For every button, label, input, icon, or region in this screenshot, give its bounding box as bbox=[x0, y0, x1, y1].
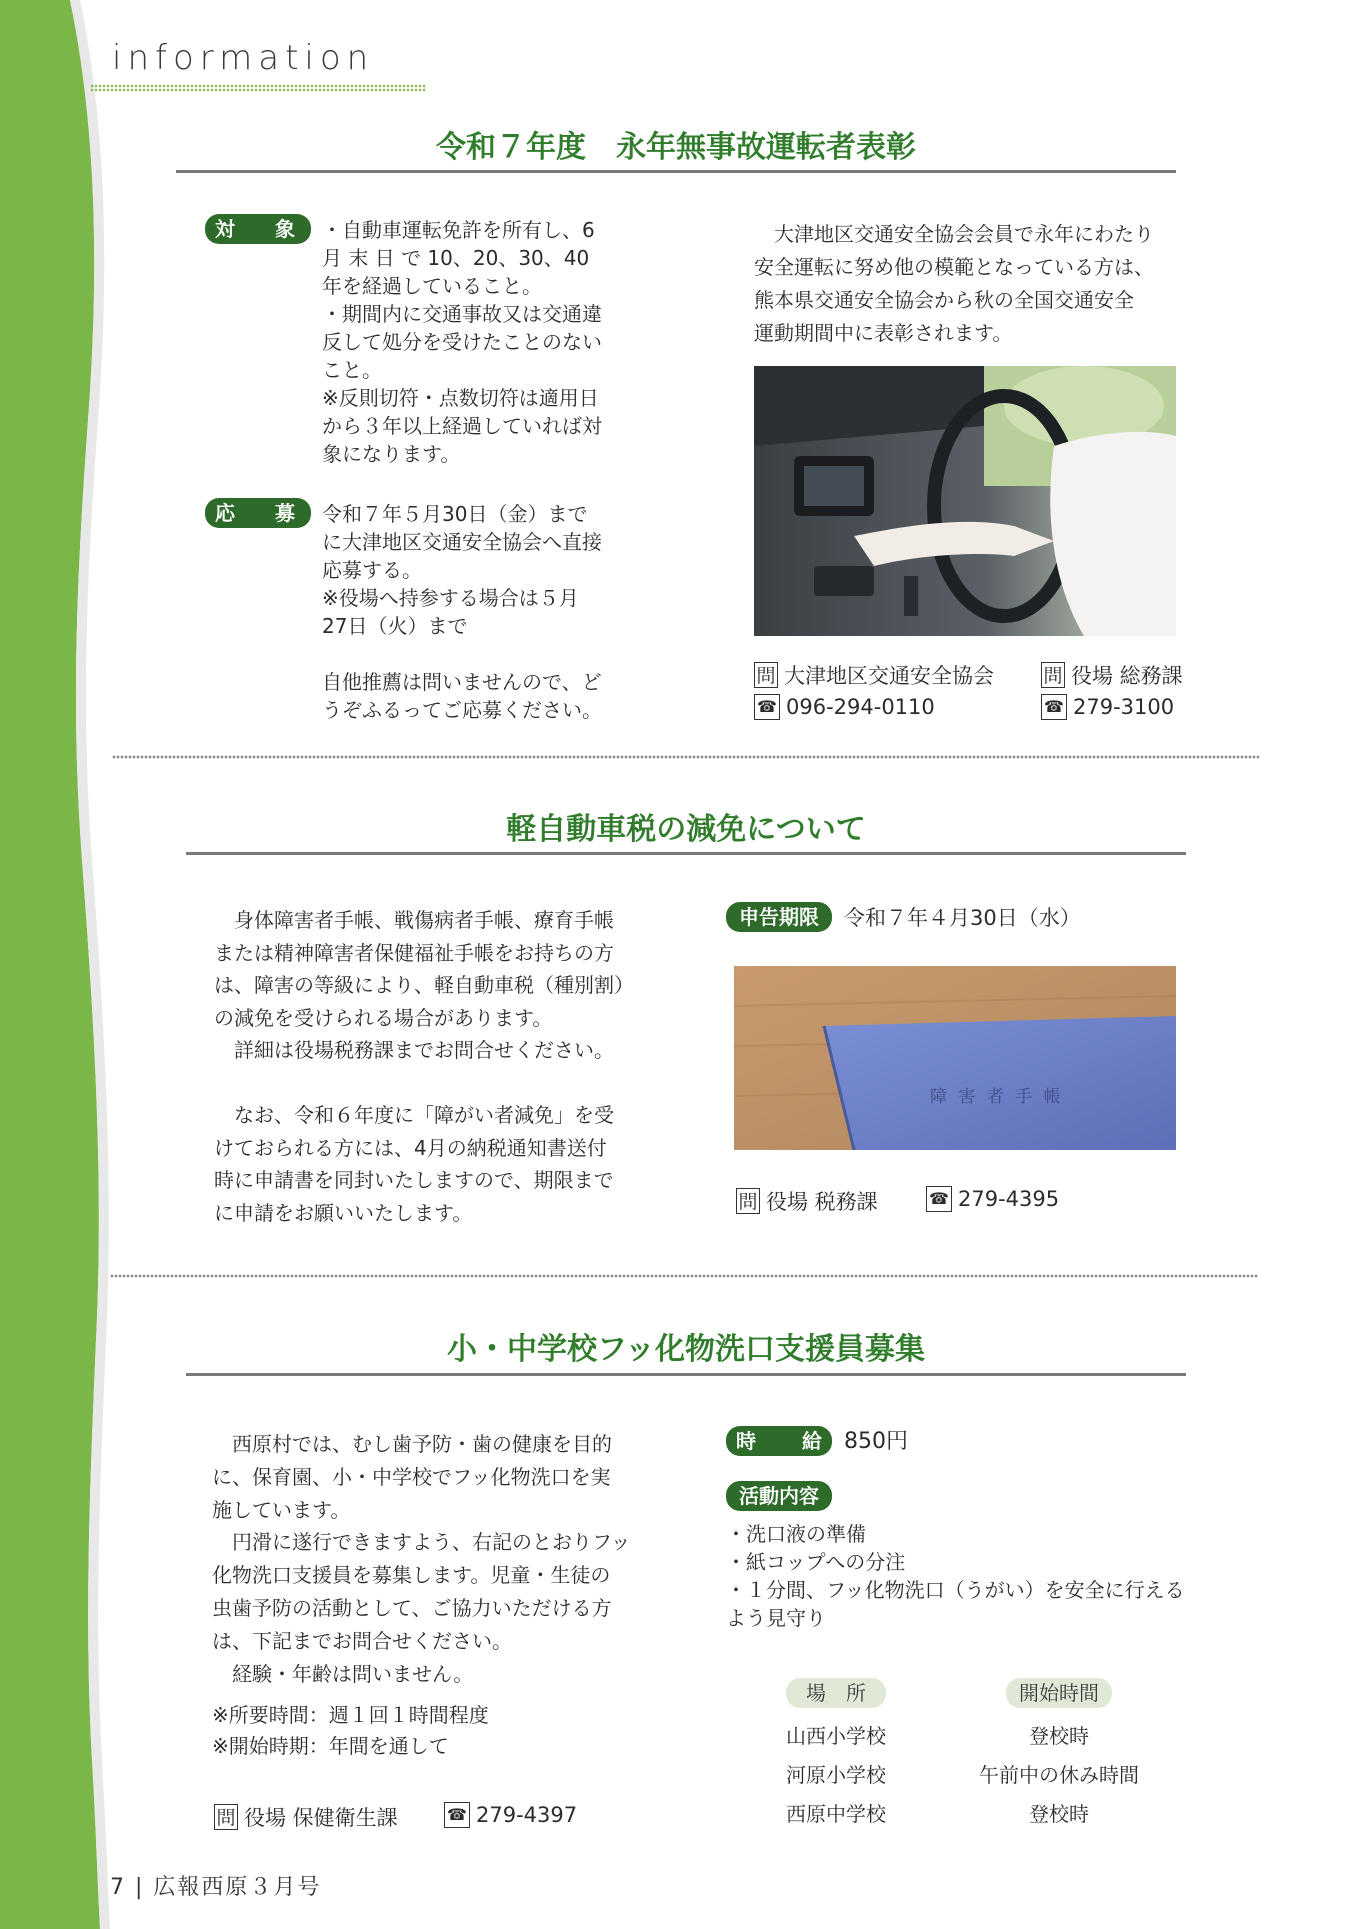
target-tag bbox=[205, 214, 311, 244]
activity-item: ・洗口液の準備 bbox=[726, 1522, 866, 1546]
inquiry-icon: 問 bbox=[1041, 662, 1065, 688]
section-divider bbox=[110, 1274, 1258, 1278]
text-line: 27日（火）まで bbox=[322, 614, 468, 638]
text-line: ※役場へ持参する場合は５月 bbox=[322, 586, 579, 610]
table-head-place: 場 所 bbox=[786, 1678, 886, 1708]
section2-title: 軽自動車税の減免について bbox=[506, 812, 866, 847]
phone-icon: ☎ bbox=[926, 1186, 952, 1212]
header-dotted-rule bbox=[90, 84, 426, 92]
section3-body bbox=[212, 1428, 652, 1690]
table-cell-time: 登校時 bbox=[1029, 1724, 1089, 1748]
phone-icon: ☎ bbox=[444, 1802, 470, 1828]
section1-tel-2 bbox=[1041, 694, 1174, 720]
activity-item: ・１分間、フッ化物洗口（うがい）を安全に行える bbox=[726, 1578, 1185, 1602]
text-line: 運動期間中に表彰されます。 bbox=[754, 321, 1013, 345]
text-line: 月 末 日 で 10、20、30、40 bbox=[322, 246, 590, 270]
text-line: 西原村では、むし歯予防・歯の健康を目的 bbox=[212, 1432, 612, 1456]
section3-contact bbox=[214, 1802, 398, 1832]
section3-notes bbox=[212, 1700, 652, 1762]
target-text bbox=[322, 216, 622, 468]
section1-intro bbox=[754, 218, 1194, 350]
text-line: 年を経過していること。 bbox=[322, 274, 542, 298]
wage-tag-label-a: 時 bbox=[736, 1429, 756, 1453]
deadline-value: 令和７年４月30日（水） bbox=[844, 906, 1081, 930]
section1-tel-1 bbox=[754, 694, 935, 720]
text-line: の減免を受けられる場合があります。 bbox=[214, 1005, 553, 1030]
wage-value: 850円 bbox=[844, 1429, 908, 1454]
activity-tag bbox=[726, 1481, 832, 1511]
text-line: または精神障害者保健福祉手帳をお持ちの方 bbox=[214, 940, 614, 965]
table-cell-time: 登校時 bbox=[1029, 1802, 1089, 1826]
phone-number: 279-3100 bbox=[1073, 695, 1175, 719]
text-line: 身体障害者手帳、戦傷病者手帳、療育手帳 bbox=[214, 908, 614, 932]
deadline-tag bbox=[726, 902, 832, 932]
page-footer: 7 | 広報西原３月号 bbox=[110, 1875, 322, 1900]
text-line: 虫歯予防の活動として、ご協力いただける方 bbox=[212, 1595, 612, 1620]
inquiry-icon: 問 bbox=[736, 1188, 760, 1214]
section-header-word: information bbox=[112, 38, 375, 78]
text-line: 象になります。 bbox=[322, 442, 461, 466]
text-line: 自他推薦は問いませんので、ど bbox=[322, 670, 602, 694]
section1-contact-2 bbox=[1041, 660, 1183, 690]
phone-number: 096-294-0110 bbox=[786, 695, 935, 719]
section-divider bbox=[112, 755, 1260, 759]
wage-tag bbox=[726, 1426, 832, 1456]
section3-title-rule bbox=[186, 1373, 1186, 1376]
text-line: に、保育園、小・中学校でフッ化物洗口を実 bbox=[212, 1464, 611, 1489]
text-line: ・自動車運転免許を所有し、6 bbox=[322, 218, 595, 242]
text-line: 反して処分を受けたことのない bbox=[322, 330, 602, 354]
section2-body bbox=[214, 904, 654, 1229]
text-line bbox=[322, 640, 632, 668]
section3-tel bbox=[444, 1802, 577, 1828]
phone-icon: ☎ bbox=[754, 694, 780, 720]
inquiry-icon: 問 bbox=[214, 1804, 238, 1830]
text-line: 安全運転に努め他の模範となっている方は、 bbox=[754, 255, 1154, 279]
section1-contact-1 bbox=[754, 660, 994, 690]
activity-tag-label: 活動内容 bbox=[739, 1484, 819, 1508]
text-line: 化物洗口支援員を募集します。児童・生徒の bbox=[212, 1563, 611, 1588]
table-cell-place: 山西小学校 bbox=[786, 1724, 886, 1748]
deadline-tag-label: 申告期限 bbox=[739, 905, 819, 929]
phone-number: 279-4397 bbox=[476, 1803, 578, 1827]
table-cell-time: 午前中の休み時間 bbox=[979, 1763, 1139, 1787]
section3-title: 小・中学校フッ化物洗口支援員募集 bbox=[447, 1332, 925, 1367]
text-line: 時に申請書を同封いたしますので、期限まで bbox=[214, 1168, 614, 1192]
section1-title: 令和７年度 永年無事故運転者表彰 bbox=[436, 130, 916, 165]
text-line: 施しています。 bbox=[212, 1497, 351, 1522]
text-line: こと。 bbox=[322, 358, 382, 382]
apply-tag-label: 応 募 bbox=[215, 501, 295, 525]
text-line: なお、令和６年度に「障がい者減免」を受 bbox=[214, 1103, 614, 1127]
section2-title-rule bbox=[186, 852, 1186, 855]
apply-tag bbox=[205, 498, 311, 528]
table-cell-place: 河原小学校 bbox=[786, 1763, 886, 1787]
note-line: ※開始時期：年間を通して bbox=[212, 1734, 449, 1758]
text-line: うぞふるってご応募ください。 bbox=[322, 698, 602, 722]
table-cell-place: 西原中学校 bbox=[786, 1802, 886, 1826]
text-line: けておられる方には、4月の納税通知書送付 bbox=[214, 1135, 607, 1160]
text-line: は、障害の等級により、軽自動車税（種別割） bbox=[214, 973, 634, 997]
text-line: ・期間内に交通事故又は交通違 bbox=[322, 302, 602, 326]
text-line bbox=[214, 1067, 654, 1100]
text-line: 円滑に遂行できますよう、右記のとおりフッ bbox=[212, 1530, 631, 1555]
text-line: 熊本県交通安全協会から秋の全国交通安全 bbox=[754, 288, 1134, 312]
text-line: から３年以上経過していれば対 bbox=[322, 414, 602, 438]
text-line: は、下記までお問合せください。 bbox=[212, 1628, 512, 1653]
section2-contact bbox=[736, 1186, 878, 1216]
activity-item: ・紙コップへの分注 bbox=[726, 1550, 906, 1574]
text-line: 令和７年５月30日（金）まで bbox=[322, 502, 588, 526]
section2-tel bbox=[926, 1186, 1059, 1212]
handbook-label: 障 害 者 手 帳 bbox=[930, 1087, 1064, 1107]
target-tag-label: 対 象 bbox=[215, 217, 295, 241]
activity-list bbox=[726, 1520, 1186, 1632]
phone-number: 279-4395 bbox=[958, 1187, 1060, 1211]
apply-text bbox=[322, 500, 632, 724]
text-line: 大津地区交通安全協会会員で永年にわたり bbox=[754, 222, 1154, 246]
section1-title-rule bbox=[176, 170, 1176, 173]
note-line: ※所要時間：週１回１時間程度 bbox=[212, 1703, 489, 1727]
text-line: 経験・年齢は問いません。 bbox=[212, 1661, 474, 1686]
text-line: ※反則切符・点数切符は適用日 bbox=[322, 386, 599, 410]
activity-item: よう見守り bbox=[726, 1606, 826, 1630]
contact-org: 役場 総務課 bbox=[1071, 664, 1183, 688]
text-line: に大津地区交通安全協会へ直接 bbox=[322, 530, 602, 554]
contact-org: 大津地区交通安全協会 bbox=[784, 664, 994, 688]
table-head-time: 開始時間 bbox=[1006, 1678, 1112, 1708]
text-line: 詳細は役場税務課までお問合せください。 bbox=[214, 1038, 614, 1062]
text-line: 応募する。 bbox=[322, 558, 422, 582]
contact-org: 役場 税務課 bbox=[766, 1190, 878, 1214]
text-line: に申請をお願いいたします。 bbox=[214, 1200, 473, 1225]
contact-org: 役場 保健衛生課 bbox=[244, 1806, 398, 1830]
phone-icon: ☎ bbox=[1041, 694, 1067, 720]
car-driving-photo bbox=[754, 366, 1176, 636]
inquiry-icon: 問 bbox=[754, 662, 778, 688]
disability-handbook-photo bbox=[734, 966, 1176, 1150]
wage-tag-label-b: 給 bbox=[802, 1429, 822, 1453]
